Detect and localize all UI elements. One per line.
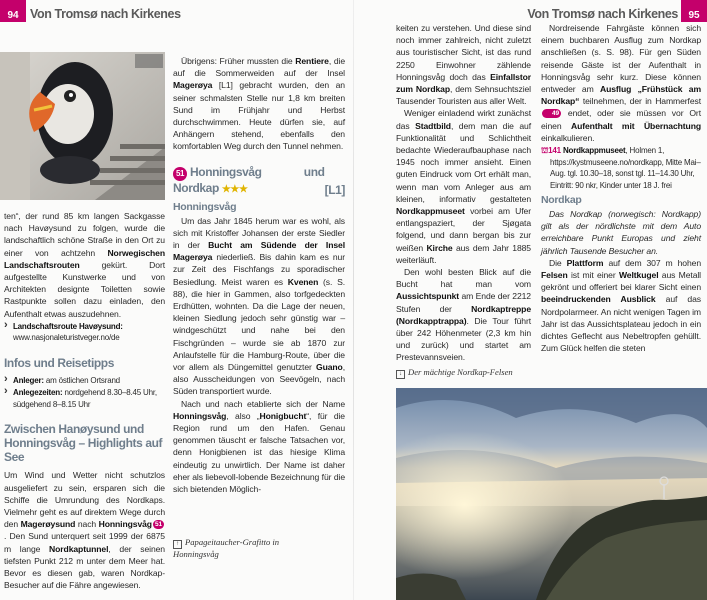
arrow-up-box-icon: ↑: [173, 540, 182, 549]
bold-text: Nordkappmuseet: [396, 206, 465, 217]
puffin-graffiti-photo: [0, 52, 165, 200]
section-title: Honningsvåg und Nordkap: [173, 164, 325, 195]
text-run: [L1] gebracht wurden, den an seiner schmalsten Stelle nur 1,8 km breiten Sund im Frühjahr und Herbst durchschwimmen. Heute dürfen sie, auf Anhängern stehend, ebenfalls den komfortablen Weg durch den Tunnel nehmen.: [173, 80, 345, 152]
text-run: , dem Sehnsuchtsziel Tausender Touristen aus aller Welt.: [396, 84, 531, 107]
text-run: , also „: [226, 410, 260, 421]
text-run: . Den Sund unterquert seit 1999 der 6875 m lange: [4, 531, 165, 554]
text-run: auf dem 307 m hohen: [603, 257, 702, 268]
text-run: “, für die Region rund um den Hafen. Genau genommen täuscht er falsche Tatsachen vor, denn Honigbienen ist das hiesige Klima eindeutig zu unwirtlich. Der Name ist daher eher als liebevoll-lobende Bezeichnung für die sich bietenden Möglich-: [173, 410, 345, 495]
subheading: [541, 194, 701, 207]
bold-text: Landschaftsroute Havøysund:: [13, 321, 123, 331]
text-run: Infos und Reisetipps: [4, 355, 115, 370]
text-run: vorbei am Ufer entlangspaziert, der Sjøgata folgend, und dann bergan bis zur weißen: [396, 206, 531, 253]
paragraph: [541, 257, 701, 355]
bold-text: Einfallstor zum Nordkap: [396, 71, 531, 95]
info-entry: [541, 145, 701, 191]
subheading: [173, 201, 345, 214]
museum-number: ⛫141: [541, 146, 563, 156]
text-run: einkalkulieren.: [541, 132, 595, 143]
text-run: , dem man die auf Funktionalität und Schlichtheit bedachte Wiederaufbauphase nach 1945 noch immer ansieht. Einen guten Eindruck vom Ort erhält man, wenn man vom Anleger aus am kleinen, informativ gestalteten: [396, 120, 532, 204]
text-column-2: [173, 55, 345, 495]
caption-text: Papageitaucher-Grafitto in Honningsvåg: [173, 537, 280, 559]
text-run: (s. S. 88), die hier in Gammen, also torfgedeckten Erdhütten, wohnten. Da die Lage der neuen, kleinen Siedlung jedoch sehr günstig war – windgeschützt und nahe bei den Fischgründen – wurde sie ab 1870 zur Anlaufstelle für die Hamburg-Route, über die vor allem als Düngemittel genutzter: [173, 276, 345, 373]
text-run: www.nasjonaleturistveger.no/de: [13, 333, 120, 343]
paragraph: [4, 210, 165, 320]
text-run: nordgehend 8.30–8.45 Uhr, südgehend 8–8.15 Uhr: [13, 388, 157, 409]
text-run: Um Wind und Wetter nicht schutzlos ausgeliefert zu sein, ersparen sich die Schiffe die Umrundung des Nordkaps. Vielmehr geht es auf direktem Wege durch den: [4, 470, 165, 530]
text-run: Zwischen Hanøysund und Honningsvåg – Highlights auf See: [4, 422, 163, 465]
info-list-item: [4, 387, 165, 410]
text-run: Die: [549, 257, 567, 268]
info-entry: [4, 321, 165, 344]
bold-text: Magerøya: [173, 80, 213, 91]
right-running-title: Von Tromsø nach Kirkenes: [527, 7, 678, 21]
text-run: , also Ausscheidungen von Seevögeln, nach Süden transportiert wurde.: [173, 362, 345, 397]
text-run: niederließ. Bis dahin kam es nur zur Zeit des Fischfangs zu sporadischer Besiedlung. Meist waren es: [173, 252, 345, 287]
nordkap-photo-caption: [396, 367, 546, 379]
bold-text: Plattform: [566, 257, 604, 268]
text-run: ten“, der rund 85 km langen Sackgasse nach Havøysund zu folgen, wurde die landschaftlich schöne Straße in den Ort zu einer von achtzehn: [4, 211, 165, 258]
text-run: endet, oder sie müssen vor Ort einen: [541, 108, 701, 131]
text-run: teilnehmen, der in Hammerfest: [579, 96, 701, 107]
text-run: Honningsvåg: [173, 200, 237, 213]
text-run: Nordreisende Fahrgäste können sich einem buchbaren Ausflug zum Nordkap anschließen (s. S. 98). Für gen Süden reisende Gäste ist der Aufenthalt in Honningsvåg sehr kurz. Diese können entweder am: [541, 23, 701, 95]
text-run: am Ende der 2212 Stufen der: [396, 291, 531, 314]
text-column-1: [4, 210, 165, 591]
text-run: Das Nordkap (norwegisch: Nordkapp) gilt als der nördlichste mit dem Auto erreichbare Punkt Europas und zieht jährlich Tausende Besucher an.: [541, 209, 701, 256]
bold-text: Kirche: [426, 242, 453, 253]
paragraph: [173, 215, 345, 398]
bold-text: Kvenen: [287, 276, 319, 287]
bold-text: Anlegezeiten:: [13, 388, 63, 398]
paragraph: [541, 22, 701, 144]
text-run: Übrigens: Früher mussten die: [181, 56, 296, 66]
text-column-4: [541, 22, 701, 354]
text-run: . Die Tour führt über 242 Höhenmeter (2,3 km hin und zurück) und startet am Prestevannsveien.: [396, 315, 531, 363]
paragraph: [4, 469, 165, 591]
bold-text: Aussichtspunkt: [396, 291, 460, 302]
bold-text: Felsen: [541, 270, 568, 281]
text-run: Um das Jahr 1845 herum war es wohl, als sich mit Kristoffer Johansen der erste Siedler in der: [173, 215, 345, 251]
bold-text: Ausflug „Frühstück am Nordkap“: [541, 84, 701, 107]
arrow-down-box-icon: ↓: [396, 370, 405, 379]
bold-text: Honningsvåg: [98, 519, 152, 530]
paragraph: [541, 208, 701, 257]
nordkap-cliff-photo: [396, 388, 707, 600]
text-run: , die auf die Sommerweiden auf der Insel: [173, 56, 345, 79]
bold-text: Aufenthalt mit Übernachtung: [570, 120, 701, 131]
section-number-badge: 51: [173, 167, 187, 181]
rating-stars: ★★★: [221, 183, 248, 195]
left-running-title: Von Tromsø nach Kirkenes: [30, 7, 181, 21]
page-gutter: [353, 0, 354, 600]
text-run: aus dem Jahr 1885 weiterläuft.: [396, 242, 531, 265]
info-list-item: [4, 375, 165, 387]
place-number-badge: 49: [542, 109, 561, 118]
text-run: auf das Nordpolarmeer. An nicht wenigen Tagen im Jahr ist das Aussichtsplateau jedoch in ein dichtes Geflecht aus Nebeltropfen gehüllt. Zum Glück helfen die steten: [541, 294, 701, 354]
place-number-badge: 51: [154, 521, 162, 529]
text-column-3: [396, 22, 531, 364]
text-run: aus Metall gekrönt und offeriert bei klarer Sicht einen: [541, 270, 701, 293]
bold-text: Norwegischen Landschaftsrouten: [4, 247, 165, 270]
text-run: Den wohl besten Blick auf die Bucht hat man vom: [396, 267, 531, 290]
caption-text: Der mächtige Nordkap-Felsen: [408, 367, 513, 377]
text-run: keiten zu verstehen. Und diese sind noch immer zahlreich, nicht zuletzt aus touristischer Sicht, ist das rund 2250 Einwohner zählende Honningsvåg doch das: [396, 23, 531, 82]
text-run: gekürt. Dort aufgestellte Kunstwerke und von Architekten designte Toiletten sowie Rastpunkte sollen dazu einladen, den Aufenthalt etwas auszudehnen.: [4, 259, 165, 319]
bold-text: Rentiere: [295, 56, 329, 66]
paragraph: [396, 266, 531, 364]
text-run: Nordkap: [541, 194, 582, 207]
map-reference: [L1]: [324, 182, 345, 197]
paragraph: [396, 22, 531, 107]
paragraph: [173, 55, 345, 153]
bold-text: Magerøysund: [20, 519, 76, 530]
text-run: am östlichen Ortsrand: [43, 375, 120, 385]
section-heading: [4, 356, 165, 370]
bold-text: Nordkappmuseet: [562, 146, 626, 156]
text-run: , der seinen tiefsten Punkt 212 m unter dem Meer hat. Bevor es diesen gab, waren Nordkap-Besucher auf die Fähre angewiesen.: [4, 543, 165, 591]
bold-text: Stadtbild: [415, 120, 451, 131]
bold-text: Bucht am Südende der Insel Magerøya: [173, 240, 345, 263]
bold-text: Guano: [315, 362, 343, 373]
paragraph: [173, 398, 345, 496]
text-run: , Holmen 1, https://kystmuseene.no/nordkapp, Mitte Mai–Aug. tgl. 10.30–18, sonst tgl. 11–14.30 Uhr, Eintritt: 90 nkr, Kinder unter 18 J. frei: [550, 146, 701, 190]
puffin-photo-caption: [173, 537, 323, 560]
section-heading: [4, 422, 165, 464]
left-page-number: 94: [0, 0, 26, 22]
bold-text: beeindruckenden Ausblick: [541, 294, 656, 305]
bold-text: Nordkaptreppe (Nordkapptrappa): [396, 303, 531, 326]
paragraph: [396, 107, 531, 266]
section-heading: [173, 165, 345, 197]
bold-text: Honigbucht: [259, 410, 307, 421]
text-run: Weniger einladend wirkt zunächst das: [396, 108, 531, 131]
text-run: Nach und nach etablierte sich der Name: [181, 398, 345, 409]
bold-text: Anleger:: [13, 375, 44, 385]
bold-text: Nordkaptunnel: [49, 543, 109, 554]
right-page-number: 95: [681, 0, 707, 22]
text-run: ist mit einer: [567, 270, 619, 281]
bold-text: Honningsvåg: [173, 410, 227, 421]
bold-text: Weltkugel: [618, 270, 659, 281]
text-run: nach: [75, 519, 99, 530]
